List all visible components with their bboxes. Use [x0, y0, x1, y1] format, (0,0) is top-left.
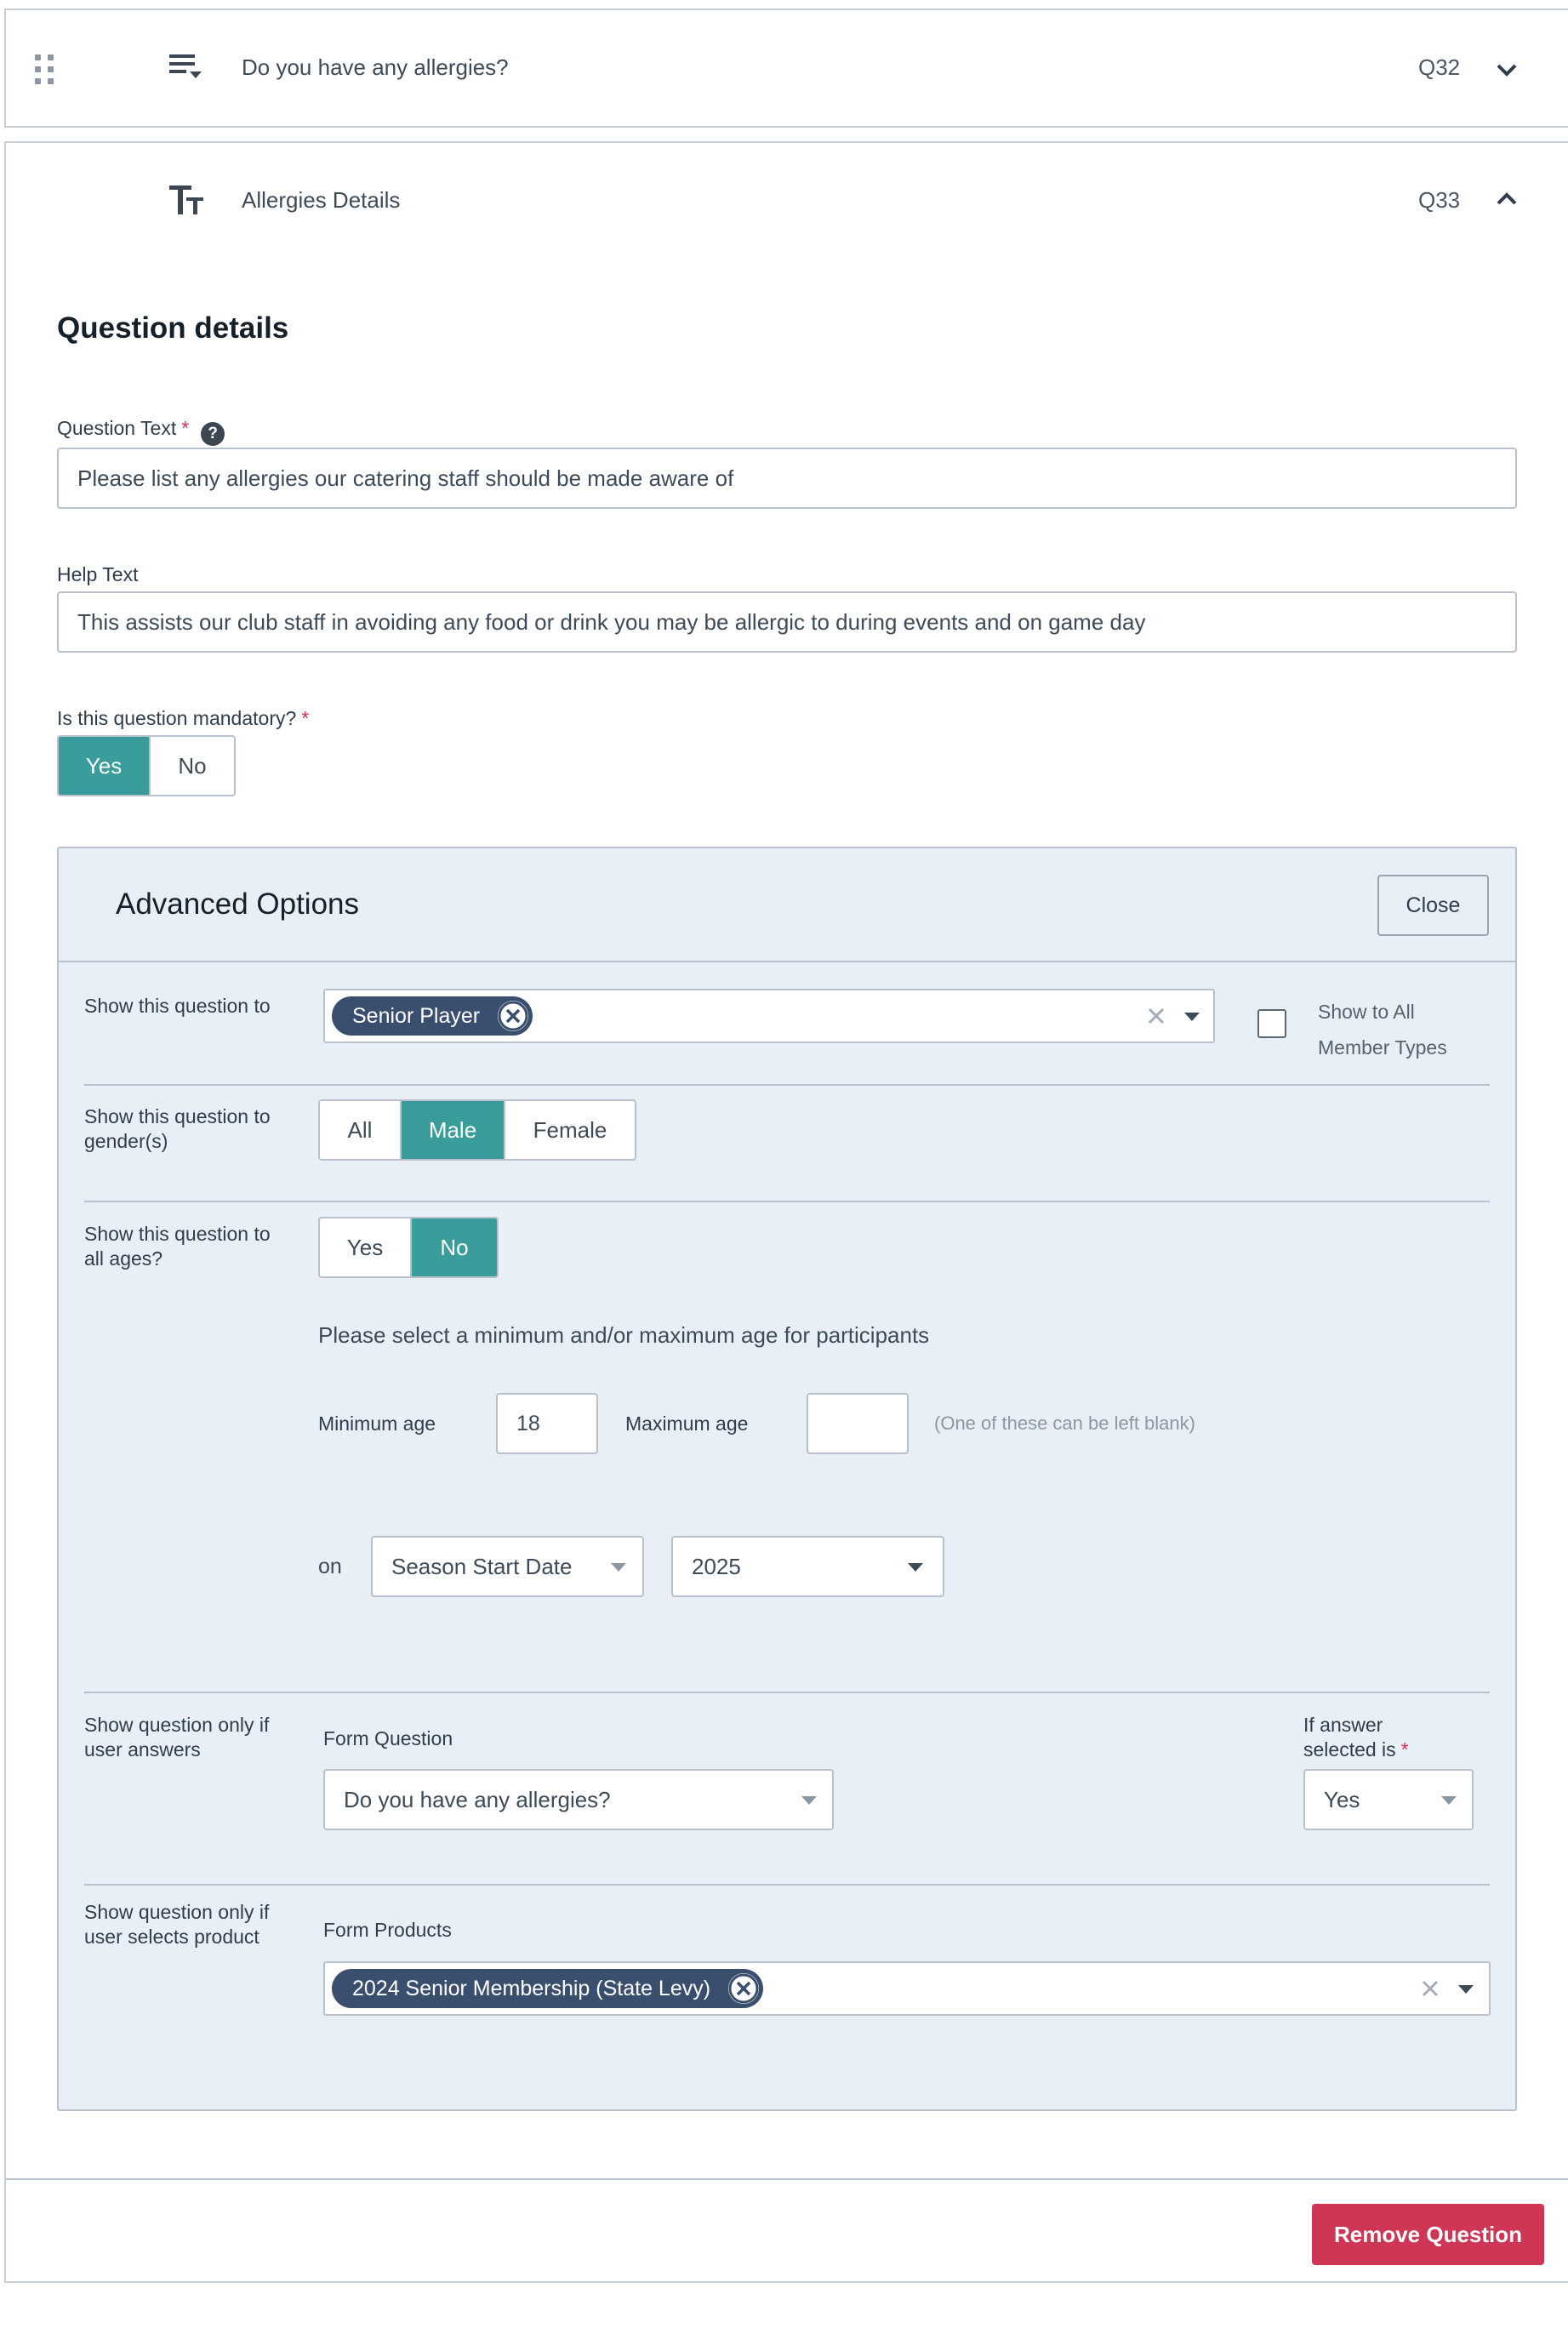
mandatory-toggle[interactable]	[57, 735, 236, 796]
question-row-q33[interactable]	[4, 141, 1568, 260]
date-basis-select[interactable]: Season Start Date	[371, 1536, 644, 1597]
divider	[6, 2178, 1568, 2180]
question-title: Do you have any allergies?	[242, 54, 509, 80]
mandatory-label: Is this question mandatory? *	[57, 707, 310, 729]
min-age-label: Minimum age	[318, 1412, 436, 1435]
gender-all-button[interactable]: All	[320, 1101, 402, 1159]
help-text-label: Help Text	[57, 563, 139, 585]
max-age-input[interactable]	[807, 1393, 909, 1454]
all-ages-label: Show this question to all ages?	[84, 1223, 271, 1270]
mandatory-yes-button[interactable]: Yes	[59, 737, 151, 795]
caret-down-icon	[801, 1796, 817, 1805]
form-question-label: Form Question	[323, 1727, 453, 1749]
question-text-input[interactable]: Please list any allergies our catering staff should be made aware of	[57, 448, 1517, 509]
close-button[interactable]: Close	[1377, 875, 1489, 936]
dropdown-list-icon	[168, 49, 207, 88]
question-number: Q32	[1418, 54, 1461, 80]
question-text-label: Question Text * ?	[57, 417, 225, 446]
section-title: Question details	[57, 311, 289, 345]
max-age-label: Maximum age	[625, 1412, 749, 1435]
caret-down-icon	[611, 1563, 626, 1572]
drag-handle-icon[interactable]	[35, 54, 55, 85]
product-chip: 2024 Senior Membership (State Levy)	[332, 1969, 763, 2008]
age-prompt: Please select a minimum and/or maximum age for participants	[318, 1322, 930, 1348]
member-type-select[interactable]	[323, 989, 1215, 1043]
age-hint: (One of these can be left blank)	[934, 1412, 1195, 1434]
question-row-q32[interactable]	[4, 9, 1568, 128]
divider	[59, 961, 1515, 962]
chip-remove-icon[interactable]	[498, 1001, 528, 1031]
chevron-down-icon[interactable]	[1495, 58, 1519, 82]
question-title: Allergies Details	[242, 187, 401, 213]
show-all-label: Show to All Member Types	[1318, 1001, 1447, 1059]
gender-female-button[interactable]: Female	[533, 1116, 607, 1143]
help-text-input[interactable]: This assists our club staff in avoiding any food or drink you may be allergic to during events and on game day	[57, 591, 1517, 653]
all-ages-yes-button[interactable]: Yes	[320, 1218, 412, 1276]
gender-label: Show this question to gender(s)	[84, 1105, 271, 1152]
mandatory-no-button[interactable]: No	[178, 752, 207, 779]
caret-down-icon[interactable]	[1458, 1985, 1474, 1994]
member-type-chip: Senior Player	[332, 996, 533, 1036]
caret-down-icon	[1441, 1796, 1457, 1805]
caret-down-icon	[908, 1563, 923, 1572]
required-marker: *	[181, 417, 190, 439]
remove-question-button[interactable]: Remove Question	[1312, 2204, 1544, 2265]
on-label: on	[318, 1555, 342, 1578]
text-type-icon	[168, 182, 207, 221]
all-ages-no-button[interactable]: No	[412, 1218, 497, 1276]
divider	[84, 1084, 1490, 1086]
question-number: Q33	[1418, 187, 1461, 213]
show-all-checkbox[interactable]	[1257, 1009, 1286, 1038]
clear-icon[interactable]	[1147, 1007, 1166, 1025]
show-to-label: Show this question to	[84, 995, 271, 1017]
gender-toggle[interactable]	[318, 1099, 636, 1161]
divider	[84, 1692, 1490, 1693]
divider	[84, 1884, 1490, 1886]
chip-remove-icon[interactable]	[728, 1973, 759, 2004]
answer-value-select[interactable]: Yes	[1303, 1769, 1474, 1830]
divider	[84, 1201, 1490, 1202]
clear-icon[interactable]	[1421, 1979, 1440, 1998]
conditional-answer-label: Show question only if user answers	[84, 1714, 270, 1760]
answer-selected-label: If answer selected is *	[1303, 1714, 1409, 1760]
form-question-select[interactable]: Do you have any allergies?	[323, 1769, 834, 1830]
form-products-select[interactable]	[323, 1961, 1491, 2016]
chevron-up-icon[interactable]	[1495, 187, 1519, 211]
all-ages-toggle[interactable]	[318, 1217, 499, 1278]
advanced-options-title: Advanced Options	[116, 887, 360, 921]
gender-male-button[interactable]: Male	[402, 1101, 505, 1159]
caret-down-icon[interactable]	[1184, 1013, 1200, 1021]
help-icon[interactable]: ?	[201, 422, 225, 446]
product-condition-label: Show question only if user selects product	[84, 1901, 270, 1948]
year-select[interactable]: 2025	[671, 1536, 944, 1597]
min-age-input[interactable]: 18	[496, 1393, 598, 1454]
form-products-label: Form Products	[323, 1919, 452, 1941]
